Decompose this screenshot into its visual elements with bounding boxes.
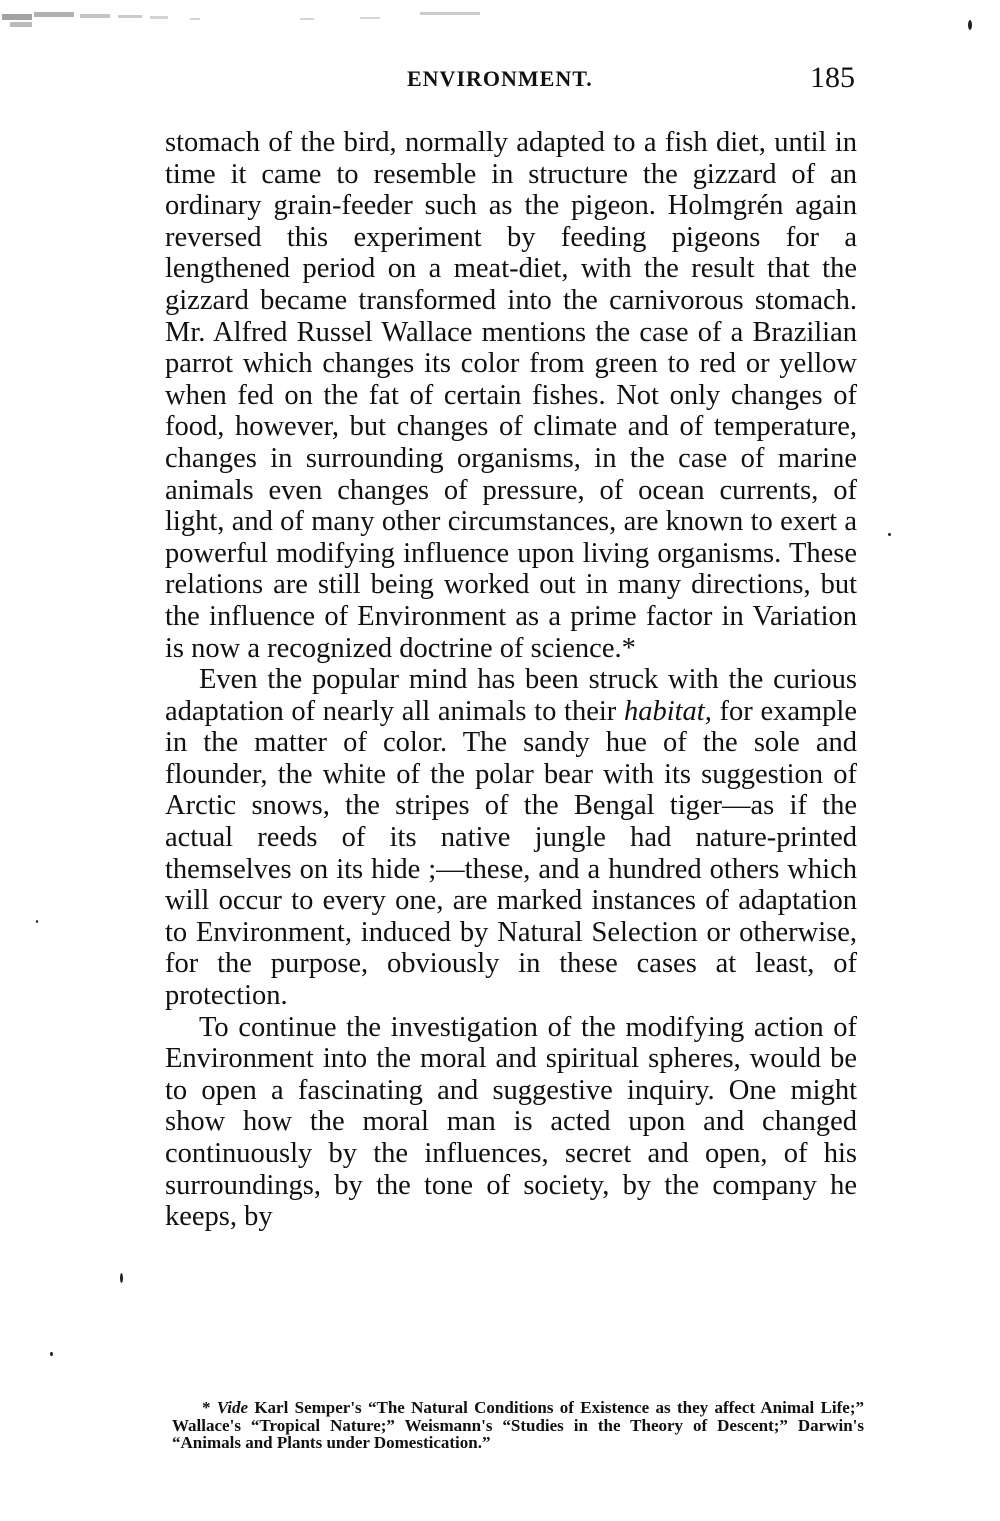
footnote-marker: * [202,1398,217,1417]
page-number: 185 [810,61,855,94]
scan-speck [888,533,891,536]
paragraph-2 [165,664,857,1012]
paragraph-2-after: for example in the matter of color. The sandy hue of the sole and flounder, the white of the polar bear with its suggestion of Arctic snows, the stripes of the Bengal tiger—as if the actual reeds of its native jungle had nature-printed themselves on its hide ;—these, and a hundred others which will occur to every one, are marked instances of adaptation to Environment, induced by Natural Selection or otherwise, for the purpose, obviously in these cases at least, of protection. [165,695,857,1012]
scan-noise-marks [0,0,520,40]
scan-speck [968,20,972,30]
footnote-body: Karl Semper's “The Natural Conditions of Existence as they affect Animal Life;” Wallace's “Tropical Nature;” Weismann's “Studies in the Theory of Descent;” Darwin's “Animals and Plants under Domestication.” [172,1398,864,1452]
scan-speck [36,920,38,923]
page-header [165,62,855,96]
footnote-vide: Vide [216,1398,248,1417]
running-title: ENVIRONMENT. [407,66,593,91]
body-text [165,127,857,1233]
paragraph-1: stomach of the bird, normally adapted to a fish diet, until in time it came to resemble in structure the gizzard of an ordinary grain-feeder such as the pigeon. Holmgrén again reversed this experiment by feeding pigeons for a lengthened period on a meat-diet, with the result that the gizzard became transformed into the carnivorous stomach. Mr. Alfred Russel Wallace mentions the case of a Brazilian parrot which changes its color from green to red or yellow when fed on the fat of certain fishes. Not only changes of food, however, but changes of climate and of temperature, changes in surrounding organisms, in the case of marine animals even changes of pressure, of ocean currents, of light, and of many other circumstances, are known to exert a powerful modifying influence upon living organisms. These relations are still being worked out in many directions, but the influence of Environment as a prime factor in Variation is now a recognized doctrine of science.* [165,127,857,664]
paragraph-2-before: Even the popular mind has been struck with the curious adaptation of nearly all animals to their [165,664,857,727]
scan-speck [120,1273,123,1283]
paragraph-3: To continue the investigation of the modifying action of Environment into the moral and spiritual spheres, would be to open a fascinating and suggestive inquiry. One might show how the moral man is acted upon and changed continuously by the influences, secret and open, of his surroundings, by the tone of society, by the company he keeps, by [165,1011,857,1233]
scan-speck [50,1352,53,1356]
italic-habitat: habitat, [623,695,712,727]
footnote-text [172,1399,864,1452]
footnote [172,1399,864,1452]
